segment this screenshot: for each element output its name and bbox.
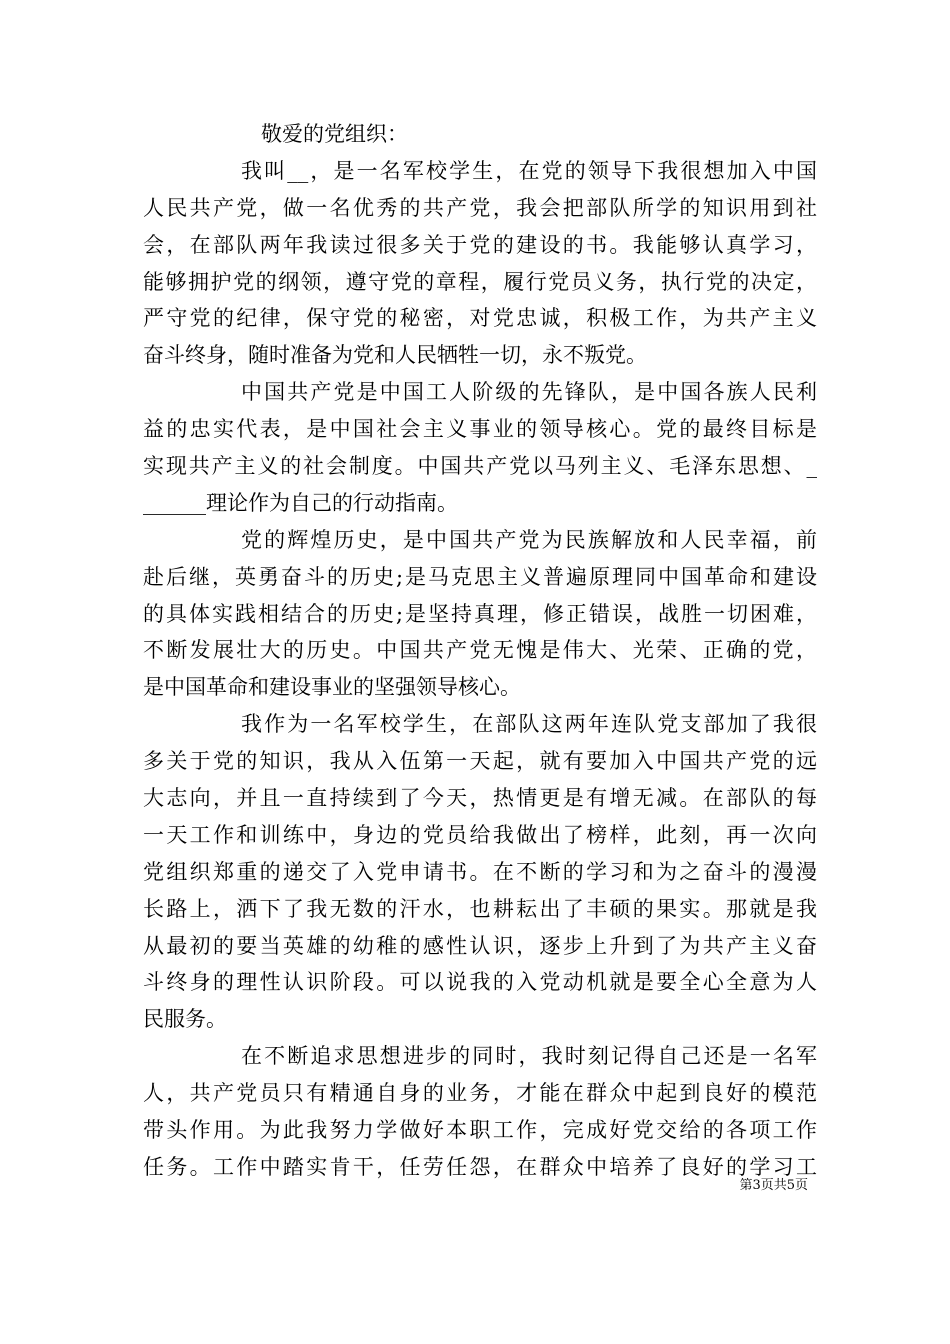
paragraph — [143, 706, 817, 1038]
paragraph — [143, 374, 817, 522]
paragraph-line: 从最初的要当英雄的幼稚的感性认识，逐步上升到了为共产主义奋 — [143, 933, 817, 958]
paragraph-line: 是中国革命和建设事业的坚强领导核心。 — [143, 675, 521, 700]
paragraph-line: 党组织郑重的递交了入党申请书。在不断的学习和为之奋斗的漫漫 — [143, 859, 817, 884]
paragraph-line: 一天工作和训练中，身边的党员给我做出了榜样，此刻，再一次向 — [143, 822, 817, 847]
paragraph-line: 斗终身的理性认识阶段。可以说我的入党动机就是要全心全意为人 — [143, 970, 817, 995]
paragraph-line: 实现共产主义的社会制度。中国共产党以马列主义、毛泽东思想、_ — [143, 454, 817, 479]
paragraph-line: 益的忠实代表，是中国社会主义事业的领导核心。党的最终目标是 — [143, 417, 817, 442]
paragraph — [143, 1038, 817, 1186]
paragraph-line: 中国共产党是中国工人阶级的先锋队，是中国各族人民利 — [241, 380, 817, 405]
paragraph — [143, 522, 817, 706]
paragraph-line: 长路上，洒下了我无数的汗水，也耕耘出了丰硕的果实。那就是我 — [143, 896, 817, 921]
paragraph-line: 严守党的纪律，保守党的秘密，对党忠诚，积极工作，为共产主义 — [143, 306, 817, 331]
paragraph-line: 我叫__，是一名军校学生，在党的领导下我很想加入中国 — [241, 158, 817, 183]
paragraph — [143, 153, 817, 374]
salutation: 敬爱的党组织： — [261, 122, 408, 146]
paragraph-line: 带头作用。为此我努力学做好本职工作，完成好党交给的各项工作 — [143, 1118, 817, 1143]
paragraph-line: 在不断追求思想进步的同时，我时刻记得自己还是一名军 — [241, 1044, 817, 1069]
paragraph-line: 人，共产党员只有精通自身的业务，才能在群众中起到良好的模范 — [143, 1081, 817, 1106]
paragraph-line: 多关于党的知识，我从入伍第一天起，就有要加入中国共产党的远 — [143, 749, 817, 774]
paragraph-line: 奋斗终身，随时准备为党和人民牺牲一切，永不叛党。 — [143, 343, 647, 368]
document-body — [143, 116, 817, 1186]
paragraph-line: 大志向，并且一直持续到了今天，热情更是有增无减。在部队的每 — [143, 786, 817, 811]
paragraph-line: 不断发展壮大的历史。中国共产党无愧是伟大、光荣、正确的党， — [143, 638, 817, 663]
paragraph-line: 能够拥护党的纲领，遵守党的章程，履行党员义务，执行党的决定， — [143, 269, 817, 294]
paragraph-line: 民服务。 — [143, 1007, 227, 1032]
paragraph-line: 党的辉煌历史，是中国共产党为民族解放和人民幸福，前 — [241, 527, 817, 552]
paragraph-line: 会，在部队两年我读过很多关于党的建设的书。我能够认真学习， — [143, 232, 817, 257]
paragraph-line: 人民共产党，做一名优秀的共产党，我会把部队所学的知识用到社 — [143, 195, 817, 220]
paragraph-line: 我作为一名军校学生，在部队这两年连队党支部加了我很 — [241, 712, 817, 737]
page-number: 第3页共5页 — [739, 1178, 808, 1193]
paragraph-line: 赴后继，英勇奋斗的历史;是马克思主义普遍原理同中国革命和建设 — [143, 564, 817, 589]
paragraph-line: 任务。工作中踏实肯干，任劳任怨，在群众中培养了良好的学习工 — [143, 1154, 817, 1179]
paragraph-line: ______理论作为自己的行动指南。 — [143, 490, 458, 515]
paragraph-line: 的具体实践相结合的历史;是坚持真理，修正错误，战胜一切困难， — [143, 601, 817, 626]
